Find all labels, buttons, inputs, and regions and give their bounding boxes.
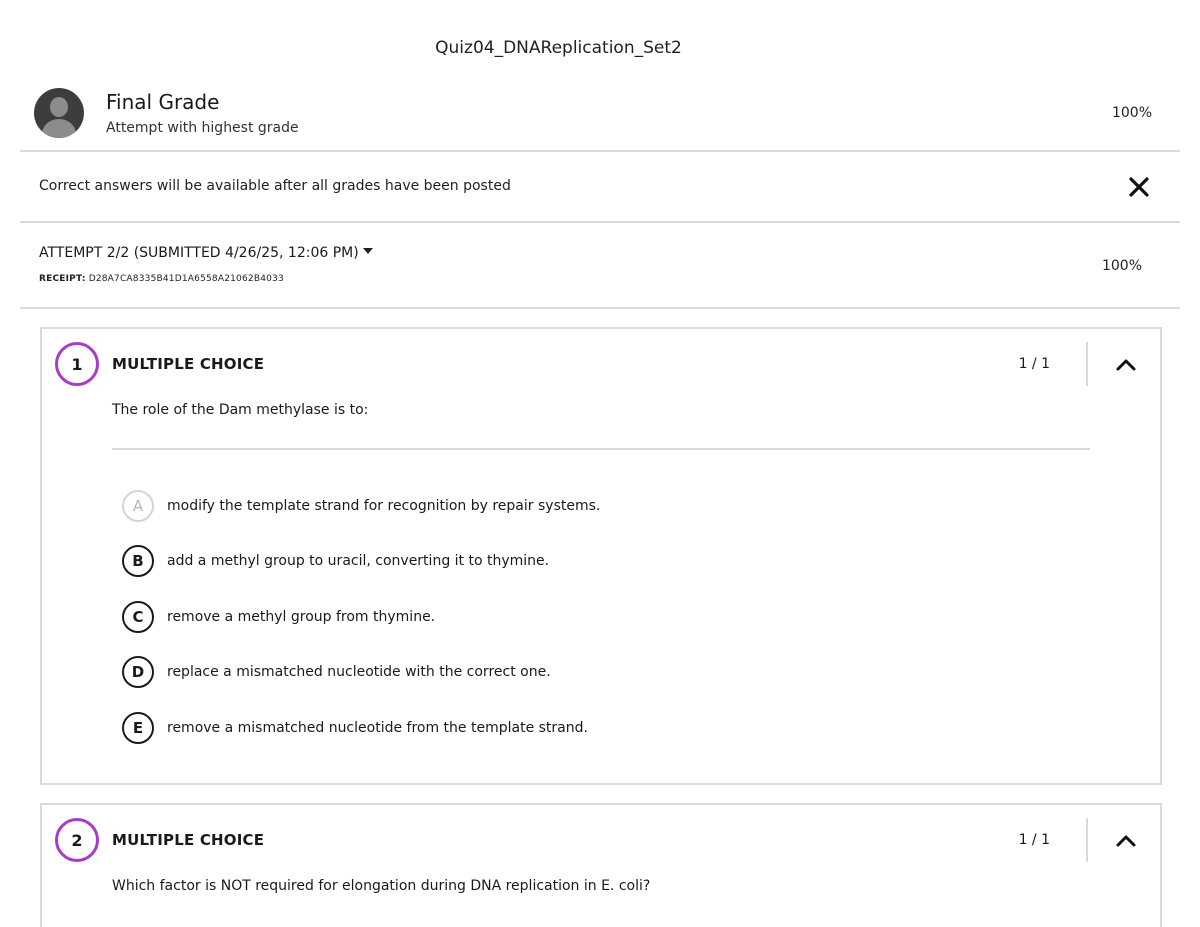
- chevron-up-icon[interactable]: [1114, 831, 1138, 849]
- final-grade-title: Final Grade: [106, 90, 220, 114]
- question-number: 2: [55, 818, 99, 862]
- question-score: 1 / 1: [1018, 832, 1050, 848]
- question-text: Which factor is NOT required for elongation during DNA replication in E. coli?: [112, 878, 651, 894]
- answer-option-a: [122, 489, 1022, 523]
- receipt-label: RECEIPT:: [39, 274, 86, 284]
- divider: [1086, 818, 1088, 862]
- answer-option-c: [122, 600, 1022, 634]
- notice-text: Correct answers will be available after all grades have been posted: [39, 178, 511, 194]
- caret-down-icon: [363, 248, 373, 254]
- answer-option-e: [122, 711, 1022, 745]
- answer-option-b: [122, 544, 1022, 578]
- avatar: [34, 88, 84, 138]
- final-grade-subtitle: Attempt with highest grade: [106, 120, 299, 136]
- option-text-e: remove a mismatched nucleotide from the template strand.: [167, 720, 588, 736]
- divider: [1086, 342, 1088, 386]
- option-text-c: remove a methyl group from thymine.: [167, 609, 436, 625]
- option-letter-b: B: [122, 545, 154, 577]
- option-letter-d: D: [122, 656, 154, 688]
- receipt: [39, 274, 284, 284]
- option-letter-e: E: [122, 712, 154, 744]
- question-type: MULTIPLE CHOICE: [112, 831, 265, 849]
- notice-banner: [20, 152, 1180, 223]
- final-grade-row: [20, 82, 1180, 152]
- attempt-row: [20, 223, 1180, 309]
- chevron-up-icon[interactable]: [1114, 355, 1138, 373]
- divider: [112, 448, 1090, 450]
- attempt-title: ATTEMPT 2/2 (SUBMITTED 4/26/25, 12:06 PM): [39, 245, 359, 261]
- question-number: 1: [55, 342, 99, 386]
- receipt-value: D28A7CA8335B41D1A6558A21062B4033: [88, 274, 284, 284]
- question-text: The role of the Dam methylase is to:: [112, 402, 369, 418]
- option-text-d: replace a mismatched nucleotide with the correct one.: [167, 664, 551, 680]
- option-text-b: add a methyl group to uracil, converting it to thymine.: [167, 553, 550, 569]
- question-score: 1 / 1: [1018, 356, 1050, 372]
- option-letter-a: A: [122, 490, 154, 522]
- attempt-percent: 100%: [1101, 258, 1142, 274]
- answer-option-d: [122, 655, 1022, 689]
- attempt-dropdown[interactable]: [39, 245, 373, 261]
- question-card: [40, 803, 1162, 927]
- final-grade-percent: 100%: [1111, 105, 1152, 121]
- option-text-a: modify the template strand for recognition by repair systems.: [167, 498, 601, 514]
- page-title: Quiz04_DNAReplication_Set2: [435, 38, 682, 58]
- option-letter-c: C: [122, 601, 154, 633]
- question-type: MULTIPLE CHOICE: [112, 355, 265, 373]
- close-icon[interactable]: [1126, 174, 1152, 200]
- question-card: [40, 327, 1162, 785]
